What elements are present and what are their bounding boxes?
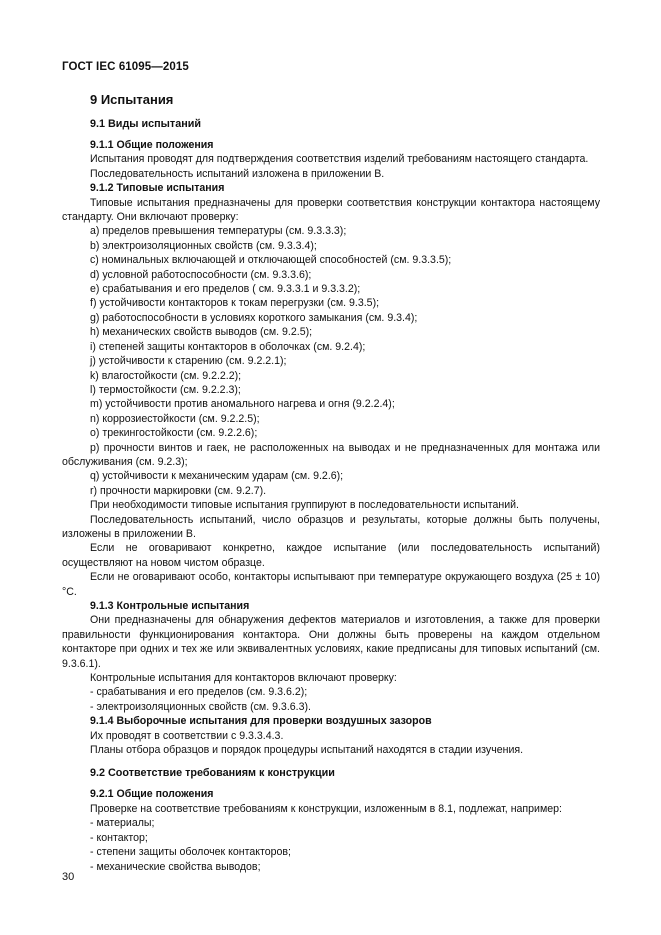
list-item: q) устойчивости к механическим ударам (см. 9.2.6); [90,470,344,483]
list-item: - электроизоляционных свойств (см. 9.3.6.3). [90,700,311,713]
list-item: g) работоспособности в условиях короткого замыкания (см. 9.3.4); [90,311,418,324]
paragraph: Последовательность испытаний, число образцов и результаты, которые должны быть получены, изложены в приложении В. [62,513,600,540]
section-9-2-1-heading: 9.2.1 Общие положения [90,788,214,801]
paragraph: При необходимости типовые испытания группируют в последовательности испытаний. [90,499,519,512]
spacer [62,757,600,765]
section-9-1-heading: 9.1 Виды испытаний [90,118,201,130]
paragraph: Если не оговаривают особо, контакторы испытывают при температуре окружающего воздуха (25 ± 10) °С. [62,571,600,598]
list-item: i) степеней защиты контакторов в оболочках (см. 9.2.4); [90,340,366,353]
paragraph: Они предназначены для обнаружения дефектов материалов и изготовления, а также для проверки правильности функционирования контактора. Они должны быть проверены на каждом отдельном контакторе при одних и тех же или эквивалентных условиях, какие предписаны для типовых испытаний (см. 9.3.6.1). [62,614,600,670]
list-item: m) устойчивости против аномального нагрева и огня (9.2.2.4); [90,398,395,411]
list-item: l) термостойкости (см. 9.2.2.3); [90,383,241,396]
paragraph: Контрольные испытания для контакторов включают проверку: [90,672,397,685]
list-item: j) устойчивости к старению (см. 9.2.2.1); [90,355,287,368]
section-9-1-4-heading: 9.1.4 Выборочные испытания для проверки воздушных зазоров [90,715,432,728]
list-item: a) пределов превышения температуры (см. 9.3.3.3); [90,225,347,238]
list-item: f) устойчивости контакторов к токам перегрузки (см. 9.3.5); [90,297,380,310]
list-item: - материалы; [90,817,155,830]
section-9-heading: 9 Испытания [90,92,174,107]
list-item: k) влагостойкости (см. 9.2.2.2); [90,369,242,382]
list-item: h) механических свойств выводов (см. 9.2.5); [90,326,313,339]
document-body [62,91,600,874]
paragraph: Последовательность испытаний изложена в приложении В. [90,167,385,180]
list-item: n) коррозиестойкости (см. 9.2.2.5); [90,412,260,425]
list-item: - механические свойства выводов; [90,860,261,873]
list-item: - срабатывания и его пределов (см. 9.3.6.2); [90,686,308,699]
list-item: r) прочности маркировки (см. 9.2.7). [90,484,267,497]
section-9-2-heading: 9.2 Соответствие требованиям к конструкции [90,767,335,780]
list-item: o) трекингостойкости (см. 9.2.2.6); [90,427,258,440]
section-9-1-3-heading: 9.1.3 Контрольные испытания [90,600,250,612]
list-item: b) электроизоляционных свойств (см. 9.3.3.4); [90,239,317,252]
paragraph: Планы отбора образцов и порядок процедуры испытаний находятся в стадии изучения. [90,744,524,757]
document-header: ГОСТ IEC 61095—2015 [62,61,189,73]
paragraph: Типовые испытания предназначены для проверки соответствия конструкции контактора настоящему стандарту. Они включают проверку: [62,196,600,224]
paragraph: Проверке на соответствие требованиям к конструкции, изложенным в 8.1, подлежат, например: [90,802,562,815]
list-item: c) номинальных включающей и отключающей способностей (см. 9.3.3.5); [90,254,452,267]
list-item: - степени защиты оболочек контакторов; [90,846,291,859]
type-tests-list [62,224,600,498]
paragraph: Если не оговаривают конкретно, каждое испытание (или последовательность испытаний) осуществляют на новом чистом образце. [62,542,600,569]
list-item: - контактор; [90,831,148,844]
paragraph: Испытания проводят для подтверждения соответствия изделий требованиям настоящего стандарта. [90,153,589,166]
section-9-1-1-heading: 9.1.1 Общие положения [90,139,214,151]
page-number: 30 [62,871,75,883]
list-item: e) срабатывания и его пределов ( см. 9.3.3.1 и 9.3.3.2); [90,283,361,296]
list-item: d) условной работоспособности (см. 9.3.3.6); [90,268,312,281]
paragraph: Их проводят в соответствии с 9.3.3.4.3. [90,729,284,742]
section-9-1-2-heading: 9.1.2 Типовые испытания [90,182,225,195]
list-item: p) прочности винтов и гаек, не расположенных на выводах и не предназначенных для монтажа или обслуживания (см. 9.2.3); [62,441,600,468]
